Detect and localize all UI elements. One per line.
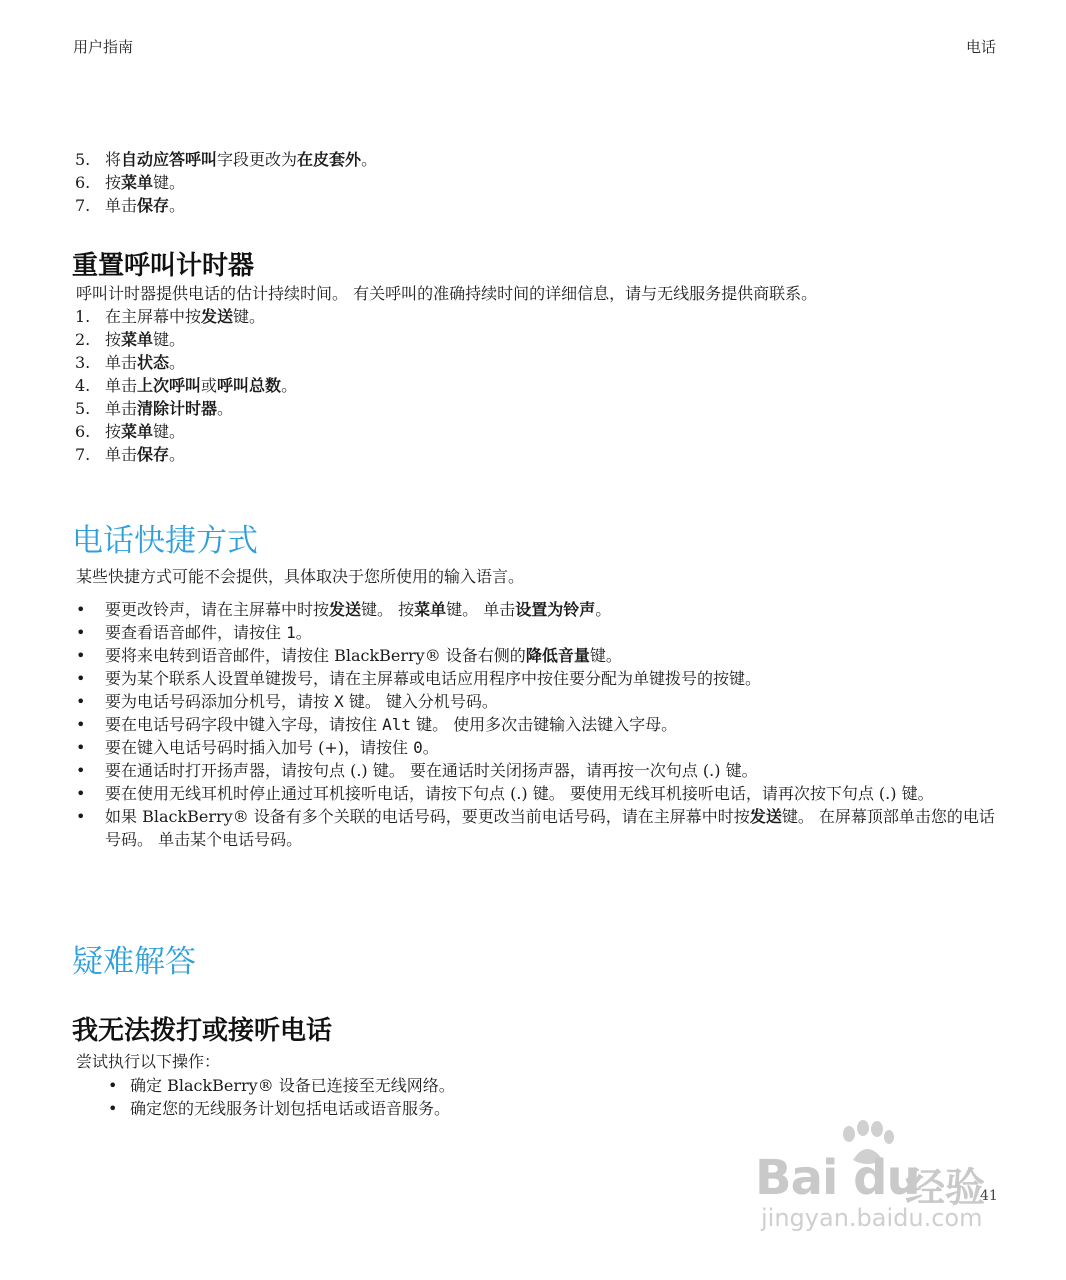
ui-term: 自动应答呼叫 <box>121 150 218 169</box>
shortcut-text <box>105 598 996 621</box>
bullet-icon: • <box>76 784 86 803</box>
bullet-icon: • <box>76 623 86 642</box>
text-run: 单击 <box>105 196 138 215</box>
shortcut-item <box>76 690 996 713</box>
running-header-guide: 用户指南 <box>73 38 134 56</box>
text-run: 要在电话号码字段中键入字母，请按住 <box>105 715 383 734</box>
step-item <box>75 328 1066 351</box>
text-run: 要在键入电话号码时插入加号 (+)，请按住 <box>105 738 414 757</box>
text-run: 键。 在屏幕顶部单击您的电话号码。 单击某个电话号码。 <box>105 807 995 849</box>
ui-term: 保存 <box>137 445 170 464</box>
ui-term: 菜单 <box>121 173 154 192</box>
shortcut-text <box>105 759 996 782</box>
running-header-chapter: 电话 <box>965 38 996 56</box>
step-item <box>75 374 1066 397</box>
shortcut-text <box>105 805 996 851</box>
ui-term: 呼叫总数 <box>217 376 282 395</box>
text-run: 按 <box>105 330 122 349</box>
shortcut-item <box>76 644 996 667</box>
steps-continued <box>0 148 1066 217</box>
ui-term: 保存 <box>137 196 170 215</box>
key-name: X <box>334 692 344 711</box>
step-text <box>105 374 297 397</box>
text-run: 键。 按 <box>361 600 415 619</box>
text-run: 键。 使用多次击键输入法键入字母。 <box>411 715 678 734</box>
step-number: 5. <box>75 399 91 418</box>
shortcut-text <box>105 690 996 713</box>
shortcut-text <box>105 782 996 805</box>
text-run: 在主屏幕中按 <box>105 307 202 326</box>
ui-term: 设置为铃声 <box>515 600 596 619</box>
ui-term: 发送 <box>749 807 782 826</box>
shortcut-text <box>105 621 996 644</box>
bullet-icon: • <box>76 807 86 826</box>
ui-term: 在皮套外 <box>297 150 362 169</box>
ui-term: 清除计时器 <box>137 399 218 418</box>
text-run: 按 <box>105 173 122 192</box>
shortcut-item <box>76 736 996 759</box>
text-run: 键。 单击 <box>446 600 516 619</box>
ui-term: 降低音量 <box>525 646 590 665</box>
step-item <box>75 420 1066 443</box>
step-item <box>75 397 1066 420</box>
text-run: 要为某个联系人设置单键拨号，请在主屏幕或电话应用程序中按住要分配为单键拨号的按键。 <box>105 669 762 688</box>
text-run: 将 <box>105 150 122 169</box>
ui-term: 菜单 <box>121 330 154 349</box>
step-number: 6. <box>75 422 91 441</box>
step-text <box>105 443 185 466</box>
text-run: 或 <box>201 376 218 395</box>
shortcuts-intro: 某些快捷方式可能不会提供，具体取决于您所使用的输入语言。 <box>76 567 525 586</box>
step-number: 4. <box>75 376 91 395</box>
troubleshooting-item <box>108 1074 908 1097</box>
ui-term: 状态 <box>137 353 170 372</box>
shortcut-text <box>105 736 996 759</box>
troubleshooting-intro: 尝试执行以下操作： <box>76 1052 221 1071</box>
ui-term: 菜单 <box>121 422 154 441</box>
text-run: 要在通话时打开扬声器，请按句点 (.) 键。 要在通话时关闭扬声器，请再按一次句点 (.) 键。 <box>105 761 758 780</box>
page-number: 41 <box>980 1188 998 1204</box>
troubleshooting-text: 确定 BlackBerry® 设备已连接至无线网络。 <box>130 1076 455 1095</box>
watermark-cn-text: 经验 <box>905 1165 985 1211</box>
shortcut-item <box>76 805 996 851</box>
text-run: 。 <box>361 150 378 169</box>
text-run: 字段更改为 <box>217 150 298 169</box>
reset-timer-intro: 呼叫计时器提供电话的估计持续时间。 有关呼叫的准确持续时间的详细信息，请与无线服务提供商联系。 <box>76 284 818 303</box>
text-run: 单击 <box>105 445 138 464</box>
text-run: 键。 <box>153 173 186 192</box>
cannot-call-heading: 我无法拨打或接听电话 <box>72 1016 333 1046</box>
text-run: 单击 <box>105 353 138 372</box>
shortcut-item <box>76 759 996 782</box>
key-name: Alt <box>382 715 411 734</box>
text-run: 键。 键入分机号码。 <box>343 692 498 711</box>
text-run: 按 <box>105 422 122 441</box>
bullet-icon: • <box>108 1076 118 1095</box>
step-item <box>75 351 1066 374</box>
bullet-icon: • <box>76 600 86 619</box>
shortcut-item <box>76 782 996 805</box>
step-item <box>75 171 1066 194</box>
text-run: 要查看语音邮件，请按住 <box>105 623 287 642</box>
bullet-icon: • <box>76 761 86 780</box>
text-run: 键。 <box>233 307 266 326</box>
step-text <box>105 305 265 328</box>
troubleshooting-list <box>0 1074 1066 1120</box>
text-run: 。 <box>595 600 612 619</box>
reset-timer-heading: 重置呼叫计时器 <box>72 251 255 281</box>
step-text <box>105 397 233 420</box>
shortcuts-heading: 电话快捷方式 <box>72 523 258 559</box>
text-run: 。 <box>169 353 186 372</box>
text-run: 要更改铃声，请在主屏幕中时按 <box>105 600 330 619</box>
step-text <box>105 351 185 374</box>
shortcut-text <box>105 667 996 690</box>
shortcut-text <box>105 644 996 667</box>
bullet-icon: • <box>76 669 86 688</box>
step-number: 3. <box>75 353 91 372</box>
bullet-icon: • <box>76 646 86 665</box>
step-item <box>75 443 1066 466</box>
step-number: 2. <box>75 330 91 349</box>
text-run: 单击 <box>105 399 138 418</box>
step-number: 5. <box>75 150 91 169</box>
text-run: 如果 BlackBerry® 设备有多个关联的电话号码，要更改当前电话号码，请在主屏幕中时按 <box>105 807 750 826</box>
text-run: 单击 <box>105 376 138 395</box>
troubleshooting-heading: 疑难解答 <box>72 944 196 980</box>
shortcut-item <box>76 621 996 644</box>
text-run: 键。 <box>589 646 622 665</box>
text-run: 键。 <box>153 330 186 349</box>
step-number: 6. <box>75 173 91 192</box>
step-number: 7. <box>75 196 91 215</box>
shortcuts-list <box>0 598 1066 851</box>
step-item <box>75 305 1066 328</box>
shortcut-item <box>76 713 996 736</box>
step-text <box>105 420 185 443</box>
shortcut-item <box>76 667 996 690</box>
baidu-jingyan-watermark <box>755 1120 1000 1245</box>
step-text <box>105 171 185 194</box>
bullet-icon: • <box>76 692 86 711</box>
bullet-icon: • <box>76 738 86 757</box>
text-run: 要为电话号码添加分机号，请按 <box>105 692 335 711</box>
step-number: 1. <box>75 307 91 326</box>
text-run: 。 <box>169 445 186 464</box>
bullet-icon: • <box>76 715 86 734</box>
troubleshooting-item <box>108 1097 908 1120</box>
shortcut-text <box>105 713 996 736</box>
text-run: 。 <box>422 738 439 757</box>
text-run: 键。 <box>153 422 186 441</box>
ui-term: 发送 <box>201 307 234 326</box>
text-run: 。 <box>295 623 312 642</box>
key-name: 0 <box>413 738 423 757</box>
text-run: 要在使用无线耳机时停止通过耳机接听电话，请按下句点 (.) 键。 要使用无线耳机接听电话，请再次按下句点 (.) 键。 <box>105 784 934 803</box>
text-run: 。 <box>169 196 186 215</box>
watermark-url: jingyan.baidu.com <box>761 1204 983 1232</box>
step-number: 7. <box>75 445 91 464</box>
bullet-icon: • <box>108 1099 118 1118</box>
troubleshooting-text: 确定您的无线服务计划包括电话或语音服务。 <box>130 1099 451 1118</box>
watermark-logo-text: Bai du <box>755 1150 920 1206</box>
step-text <box>105 328 185 351</box>
ui-term: 发送 <box>329 600 362 619</box>
key-name: 1 <box>286 623 296 642</box>
ui-term: 菜单 <box>414 600 447 619</box>
step-text <box>105 194 185 217</box>
shortcut-item <box>76 598 996 621</box>
reset-timer-steps <box>0 305 1066 466</box>
ui-term: 上次呼叫 <box>137 376 202 395</box>
text-run: 。 <box>281 376 298 395</box>
step-text <box>105 148 377 171</box>
step-item <box>75 148 1066 171</box>
text-run: 要将来电转到语音邮件，请按住 BlackBerry® 设备右侧的 <box>105 646 526 665</box>
step-item <box>75 194 1066 217</box>
text-run: 。 <box>217 399 234 418</box>
